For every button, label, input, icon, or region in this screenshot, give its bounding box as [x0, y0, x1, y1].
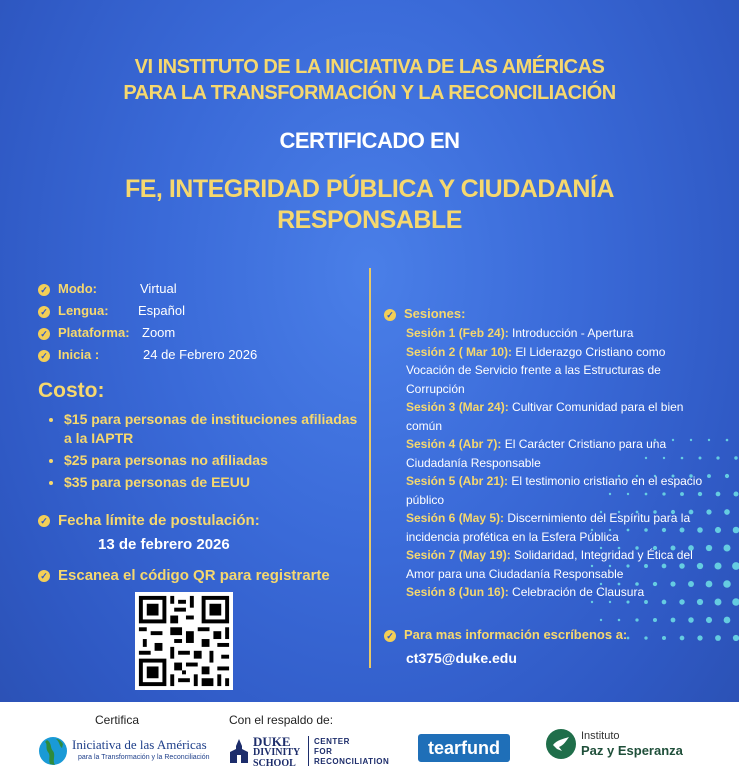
decor-dot	[734, 456, 737, 459]
detail-inicia: ✓ Inicia : 24 de Febrero 2026	[38, 347, 257, 362]
check-icon: ✓	[38, 328, 50, 340]
respaldo-label: Con el respaldo de:	[229, 713, 334, 727]
decor-dot	[653, 618, 657, 622]
session-item: Sesión 1 (Feb 24): Introducción - Apertura	[406, 326, 634, 340]
topic-line2: RESPONSABLE	[277, 206, 462, 234]
decor-dot	[716, 492, 721, 497]
decor-dot	[706, 545, 712, 551]
decor-dot	[733, 527, 739, 534]
decor-dot	[635, 618, 638, 621]
decor-dot	[732, 562, 739, 570]
decor-dot	[732, 598, 739, 606]
decor-dot	[618, 619, 621, 622]
sessions-title: ✓ Sesiones:	[384, 306, 465, 321]
decor-dot	[706, 581, 713, 588]
decor-dot	[706, 509, 711, 514]
decor-dot	[733, 635, 739, 641]
poster: VI INSTITUTO DE LA INICIATIVA DE LAS AMÉRICAS PARA LA TRANSFORMACIÓN Y LA RECONCILIACIÓN CERTIFICADO EN FE, INTEGRIDAD PÚBLICA Y CIUDADANÍA RESPONSABLE ✓ Modo: Virtual ✓ Lengua: Español ✓ Plataforma: Zoom ✓ Inicia : 24 de Febrero 2026 Costo: • $15 para personas de instituciones afiliadas a la IAPTR • $25 para personas no afiliadas • $35 para personas de EEUU ✓ Fecha límite de postulación: 13 de febrero 2026 ✓ Escanea el código QR para registrarte ✓ Sesiones: Sesión 1 (Feb 24): Introducción - Apertura Sesión 2 ( Mar 10): El Liderazgo Cristiano como Vocación de Servicio frente a las Estructuras de Corrupción Sesión 3 (Mar 24): Cultivar Comunidad para el bien común Sesión 4 (Abr 7): El Carácter Cristiano para una Ciudadanía Responsable Sesión 5 (Abr 21): El testimonio cristiano en el espacio público Sesión 6 (May 5): Discernimiento del Espíritu para la incidencia profética en la Esfera Pública Sesión 7 (May 19): Solidaridad, Integridad y Ética del Amor para una Ciudadanía Responsable Sesión 8 (Jun 16): Celebración de Clausura ✓ Para mas información escríbenos a: ct375@duke.edu Certifica Con el respaldo de: Iniciativa de las Américas para la Transformación y la Reconciliación DUKE DIVINITY SCHOOL CENTER FOR RECONCILIATION tearfund Instituto Paz y Esperanza	[0, 0, 739, 777]
qr-code[interactable]	[135, 592, 233, 690]
decor-dot	[715, 635, 721, 641]
decor-dot	[724, 545, 731, 552]
contact-label: ✓ Para mas información escríbenos a:	[384, 627, 627, 642]
decor-dot	[707, 474, 711, 478]
session-item: Sesión 7 (May 19): Solidaridad, Integridad y Ética del Amor para una Ciudadanía Responsable	[406, 548, 693, 581]
contact-email[interactable]: ct375@duke.edu	[406, 650, 517, 666]
decor-dot	[715, 527, 721, 533]
check-icon: ✓	[384, 309, 396, 321]
session-item: Sesión 3 (Mar 24): Cultivar Comunidad para el bien común	[406, 400, 684, 433]
costo-item: • $15 para personas de instituciones afiliadas a la IAPTR	[64, 410, 364, 448]
scan-instruction: ✓ Escanea el código QR para registrarte	[38, 567, 330, 584]
check-icon: ✓	[38, 350, 50, 362]
decor-dot	[671, 618, 676, 623]
session-item: Sesión 4 (Abr 7): El Carácter Cristiano para una Ciudadanía Responsable	[406, 437, 667, 470]
certifica-label: Certifica	[95, 713, 140, 727]
topic-line1: FE, INTEGRIDAD PÚBLICA Y CIUDADANÍA	[124, 175, 614, 203]
costo-title: Costo:	[38, 379, 105, 402]
iniciativa-logo: Iniciativa de las Américas para la Transformación y la Reconciliación	[38, 734, 208, 770]
globe-icon	[38, 734, 68, 768]
decor-dot	[715, 599, 722, 606]
decor-dot	[600, 619, 602, 621]
certificate-topic	[0, 174, 739, 236]
decor-dot	[733, 491, 738, 496]
decor-dot	[688, 617, 693, 622]
institute-title	[0, 54, 739, 106]
decor-dot	[708, 439, 710, 441]
costo-list	[48, 410, 364, 495]
session-item: Sesión 6 (May 5): Discernimiento del Espíritu para la incidencia profética en la Esfera Pública	[406, 511, 691, 544]
deadline-date: 13 de febrero 2026	[98, 536, 230, 553]
institute-title-line2: PARA LA TRANSFORMACIÓN Y LA RECONCILIACIÓN	[123, 82, 616, 104]
session-item: Sesión 5 (Abr 21): El testimonio cristiano en el espacio público	[406, 474, 703, 507]
institute-title-line1: VI INSTITUTO DE LA INICIATIVA DE LAS AMÉRICAS	[134, 56, 605, 78]
decor-dot	[726, 439, 729, 442]
decor-dot	[714, 562, 721, 569]
detail-lengua: ✓ Lengua: Español	[38, 303, 185, 318]
decor-dot	[724, 617, 731, 624]
decor-dot	[725, 474, 729, 478]
column-divider	[369, 268, 371, 668]
detail-plataforma: ✓ Plataforma: Zoom	[38, 325, 175, 340]
check-icon: ✓	[38, 284, 50, 296]
session-item: Sesión 8 (Jun 16): Celebración de Clausura	[406, 585, 645, 599]
decor-dot	[723, 580, 731, 588]
deadline-label: ✓ Fecha límite de postulación:	[38, 512, 260, 529]
sessions-list	[406, 324, 706, 602]
dove-icon	[545, 728, 577, 760]
costo-item: • $35 para personas de EEUU	[64, 473, 364, 492]
decor-dot	[706, 617, 712, 623]
check-icon: ✓	[38, 306, 50, 318]
decor-dot	[697, 635, 702, 640]
decor-dot	[662, 636, 666, 640]
decor-dot	[724, 509, 730, 515]
tearfund-logo: tearfund	[418, 734, 510, 762]
certificado-heading: CERTIFICADO EN	[279, 128, 460, 153]
session-item: Sesión 2 ( Mar 10): El Liderazgo Cristiano como Vocación de Servicio frente a las Estructuras de Corrupción	[406, 344, 666, 396]
check-icon: ✓	[38, 570, 50, 582]
decor-dot	[680, 636, 685, 641]
chapel-icon	[228, 738, 250, 764]
costo-item: • $25 para personas no afiliadas	[64, 451, 364, 470]
decor-dot	[716, 456, 719, 459]
check-icon: ✓	[38, 515, 50, 527]
decor-dot	[644, 636, 647, 639]
check-icon: ✓	[384, 630, 396, 642]
detail-modo: ✓ Modo: Virtual	[38, 281, 177, 296]
